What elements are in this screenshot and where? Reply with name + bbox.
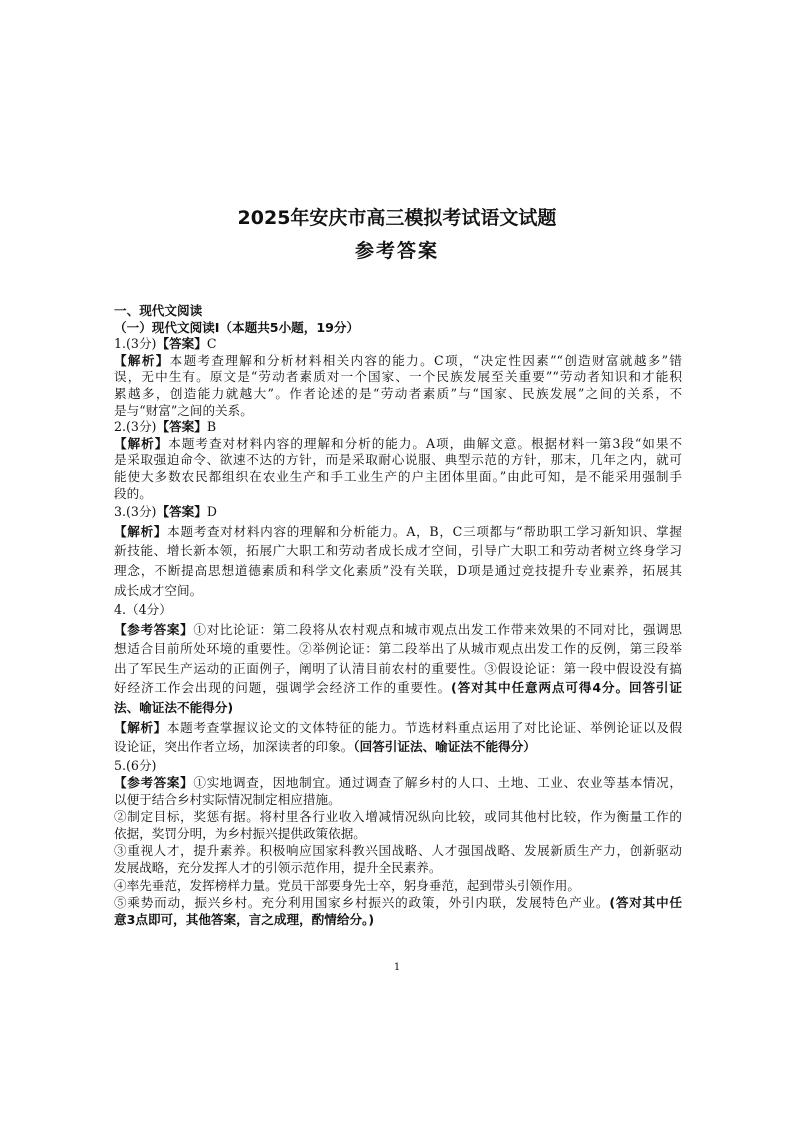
text-line xyxy=(114,659,682,679)
text-line xyxy=(114,502,682,522)
text-line xyxy=(114,737,682,757)
text: ③重视人才，提升素养。积极响应国家科教兴国战略、人才强国战略、发展新质生产力，创新驱动 xyxy=(114,843,682,859)
bold-text: （回答引证法、喻证法不能得分） xyxy=(353,739,536,755)
page-number: 1 xyxy=(393,962,401,973)
text-line xyxy=(114,353,682,370)
bold-text: 【解析】 xyxy=(114,523,168,539)
text-line xyxy=(114,718,682,738)
text: 发展战略，充分发挥人才的引领示范作用，提升全民素养。 xyxy=(114,860,442,876)
answer-content xyxy=(114,303,682,928)
text-line xyxy=(114,303,682,320)
text: 出了军民生产运动的正面例子，阐明了认清目前农村的重要性。③假设论证：第一段中假设没有搞 xyxy=(114,660,682,676)
text: 想适合目前所处环境的重要性。②举例论证：第二段举出了从城市观点出发工作的反例，第三段举 xyxy=(114,641,682,657)
text: 本题考查掌握议论文的文体特征的能力。节选材料重点运用了对比论证、举例论证以及假 xyxy=(166,719,683,735)
text: 3.(3分) xyxy=(114,504,157,520)
text-line xyxy=(114,522,682,542)
text-line xyxy=(114,581,682,601)
text-line xyxy=(114,911,682,928)
text-line xyxy=(114,419,682,436)
text: 成长成才空间。 xyxy=(114,582,203,598)
bold-text: 意3点即可，其他答案，言之成理，酌情给分。) xyxy=(114,911,375,927)
text: 5.(6分) xyxy=(114,757,157,773)
bold-text: 法、喻证法不能得分) xyxy=(114,700,234,716)
text-line xyxy=(114,386,682,403)
text-line xyxy=(114,436,682,453)
text-line xyxy=(114,403,682,420)
text-line xyxy=(114,320,682,337)
text: 本题考查对材料内容的理解和分析的能力。A项，曲解文意。根据材料一第3段“如果不 xyxy=(168,435,683,451)
answer-section xyxy=(114,502,682,757)
text-line xyxy=(114,369,682,386)
bold-text: （一）现代文阅读Ⅰ（本题共5小题，19分） xyxy=(114,319,360,335)
bold-text: 【参考答案】 xyxy=(114,621,194,637)
text: 4.（4分） xyxy=(114,602,172,618)
text: ②制定目标，奖惩有据。将村里各行业收入增减情况纵向比较，或同其他村比较，作为衡量工作的 xyxy=(114,809,682,825)
text: ①实地调查，因地制宜。通过调查了解乡村的人口、土地、工业、农业等基本情况， xyxy=(193,774,683,790)
bold-text: 一、现代文阅读 xyxy=(114,303,203,318)
text-line xyxy=(114,774,682,791)
text: 1.(3分) xyxy=(114,336,157,352)
document-title: 2025年安庆市高三模拟考试语文试题 xyxy=(237,207,557,229)
text: ④率先垂范，发挥榜样力量。党员干部要身先士卒，躬身垂范，起到带头引领作用。 xyxy=(114,877,580,893)
bold-text: 【参考答案】 xyxy=(114,774,194,790)
text: 本题考查对材料内容的理解和分析能力。A，B，C三项都与“帮助职工学习新知识、掌握 xyxy=(167,523,682,539)
text-line xyxy=(114,541,682,561)
bold-text: 【答案】 xyxy=(156,504,207,520)
text-line xyxy=(114,808,682,825)
text: 本题考查理解和分析材料相关内容的能力。C项，“决定性因素”“创造财富就越多”错 xyxy=(169,352,683,368)
text: 段的。 xyxy=(114,485,152,501)
text-line xyxy=(114,698,682,718)
text: B xyxy=(206,419,217,435)
text-line xyxy=(114,757,682,774)
text-line xyxy=(114,842,682,859)
answer-section xyxy=(114,757,682,928)
text: 设论证，突出作者立场，加深读者的印象。 xyxy=(114,739,354,755)
text: 以便于结合乡村实际情况制定相应措施。 xyxy=(114,792,341,808)
bold-text: 【答案】 xyxy=(156,419,207,435)
text: 是与“财富”之间的关系。 xyxy=(114,402,253,418)
text: 累越多，创造能力就越大”。作者论述的是“劳动者素质”与“国家、民族发展”之间的关系，不 xyxy=(114,385,682,401)
text-line xyxy=(114,600,682,620)
text-line xyxy=(114,469,682,486)
text-line xyxy=(114,825,682,842)
answer-section xyxy=(114,303,682,502)
text: C xyxy=(206,336,217,352)
text: ⑤乘势而动，振兴乡村。充分利用国家乡村振兴的政策，外引内联，发展特色产业。 xyxy=(114,894,610,910)
text: D xyxy=(206,504,217,520)
text-line xyxy=(114,561,682,581)
bold-text: 【解析】 xyxy=(114,352,170,368)
text-line xyxy=(114,894,682,911)
text-line xyxy=(114,336,682,353)
text: 理念，不断提高思想道德素质和科学文化素质”没有关联，D项是通过竞技提升专业素养，拓展其 xyxy=(114,562,682,578)
text-line xyxy=(114,486,682,503)
text: 误，无中生有。原文是“劳动者素质对一个国家、一个民族发展至关重要”“劳动者知识和才能积 xyxy=(114,369,682,385)
text: 是采取强迫命令、欲速不达的方针，而是采取耐心说服、典型示范的方针，那末，几年之内，就可 xyxy=(114,452,682,468)
bold-text: 【解析】 xyxy=(114,435,169,451)
text: 好经济工作会出现的问题，强调学会经济工作的重要性。 xyxy=(114,680,451,696)
bold-text: 【答案】 xyxy=(156,336,207,352)
text: 2.(3分) xyxy=(114,419,157,435)
bold-text: 【解析】 xyxy=(114,719,167,735)
bold-text: (答对其中任 xyxy=(609,894,683,910)
text-line xyxy=(114,877,682,894)
bold-text: (答对其中任意两点可得4分。回答引证 xyxy=(450,680,682,696)
text: 依据，奖罚分明，为乡村振兴提供政策依据。 xyxy=(114,826,366,842)
text-line xyxy=(114,452,682,469)
text: 新技能、增长新本领，拓展广大职工和劳动者成长成才空间，引导广大职工和劳动者树立终身学习 xyxy=(114,543,682,559)
text-line xyxy=(114,639,682,659)
text-line xyxy=(114,859,682,876)
text: 能使大多数农民都组织在农业生产和手工业生产的户主团体里面。”由此可知，是不能采用强制手 xyxy=(114,468,682,484)
text-line xyxy=(114,791,682,808)
text-line xyxy=(114,678,682,698)
text-line xyxy=(114,620,682,640)
text: ①对比论证：第二段将从农村观点和城市观点出发工作带来效果的不同对比，强调思 xyxy=(193,621,683,637)
document-subtitle: 参考答案 xyxy=(354,240,439,262)
